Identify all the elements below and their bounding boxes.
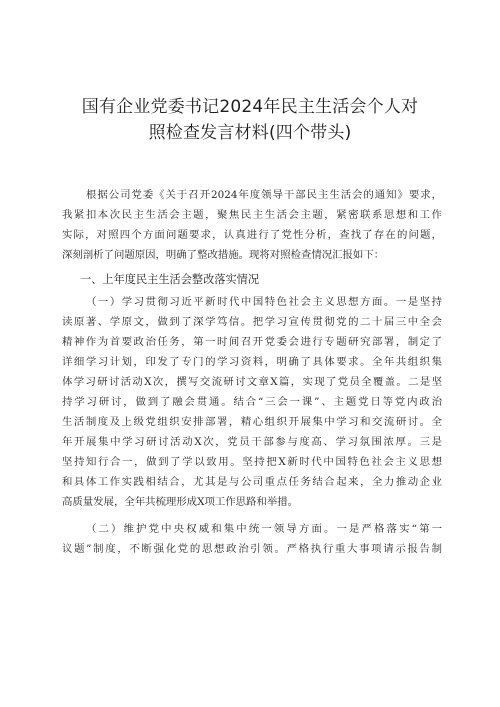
- intro-line: 实际，对照四个方面问题要求，认真进行了党性分析，查找了存在的问题，: [62, 229, 442, 241]
- intro-line: 根据公司党委《关于召开2024年度领导干部民主生活会的通知》要求，: [86, 189, 442, 201]
- paragraph-line: 坚持知行合一，做到了学以致用。坚持把X新时代中国特色社会主义思想: [62, 456, 442, 468]
- paragraph-line: （二）维护党中央权威和集中统一领导方面。一是严格落实“第一: [86, 523, 442, 535]
- paragraph-line: 读原著、学原文，做到了深学笃信。把学习宣传贯彻党的二十届三中全会: [62, 316, 442, 328]
- paragraph-line: 年开展集中学习研讨活动X次，党员干部参与度高、学习氛围浓厚。三是: [62, 436, 442, 448]
- paragraph-line: 生活制度及上级党组织安排部署，精心组织开展集中学习和交流研讨。全: [62, 416, 442, 428]
- document-title-line-2: 照检查发言材料(四个带头): [148, 123, 352, 143]
- paragraph-line: 持学习研讨，做到了融会贯通。结合“三会一课”、主题党日等党内政治: [62, 396, 442, 408]
- paragraph-line: 体学习研讨活动X次，撰写交流研讨文章X篇，实现了党员全覆盖。二是坚: [62, 376, 442, 388]
- paragraph-line: 精神作为首要政治任务，第一时间召开党委会进行专题研究部署，制定了: [62, 336, 442, 348]
- paragraph-line: 和具体工作实践相结合，尤其是与公司重点任务结合起来，全力推动企业: [62, 476, 442, 488]
- intro-line: 深刻剖析了问题原因，明确了整改措施。现将对照检查情况汇报如下：: [62, 249, 385, 261]
- paragraph-line: （一）学习贯彻习近平新时代中国特色社会主义思想方面。一是坚持: [86, 296, 442, 308]
- paragraph-line: 议题”制度，不断强化党的思想政治引领。严格执行重大事项请示报告制: [62, 543, 442, 555]
- intro-line: 我紧扣本次民主生活会主题，聚焦民主生活会主题，紧密联系思想和工作: [62, 209, 442, 221]
- paragraph-line: 高质量发展，全年共梳理形成X项工作思路和举措。: [62, 496, 298, 508]
- document-title-line-1: 国有企业党委书记2024年民主生活会个人对: [81, 97, 419, 117]
- section-heading: 一、上年度民主生活会整改落实情况: [80, 273, 260, 286]
- paragraph-line: 详细学习计划，印发了专门的学习资料，明确了具体要求。全年共组织集: [62, 356, 442, 368]
